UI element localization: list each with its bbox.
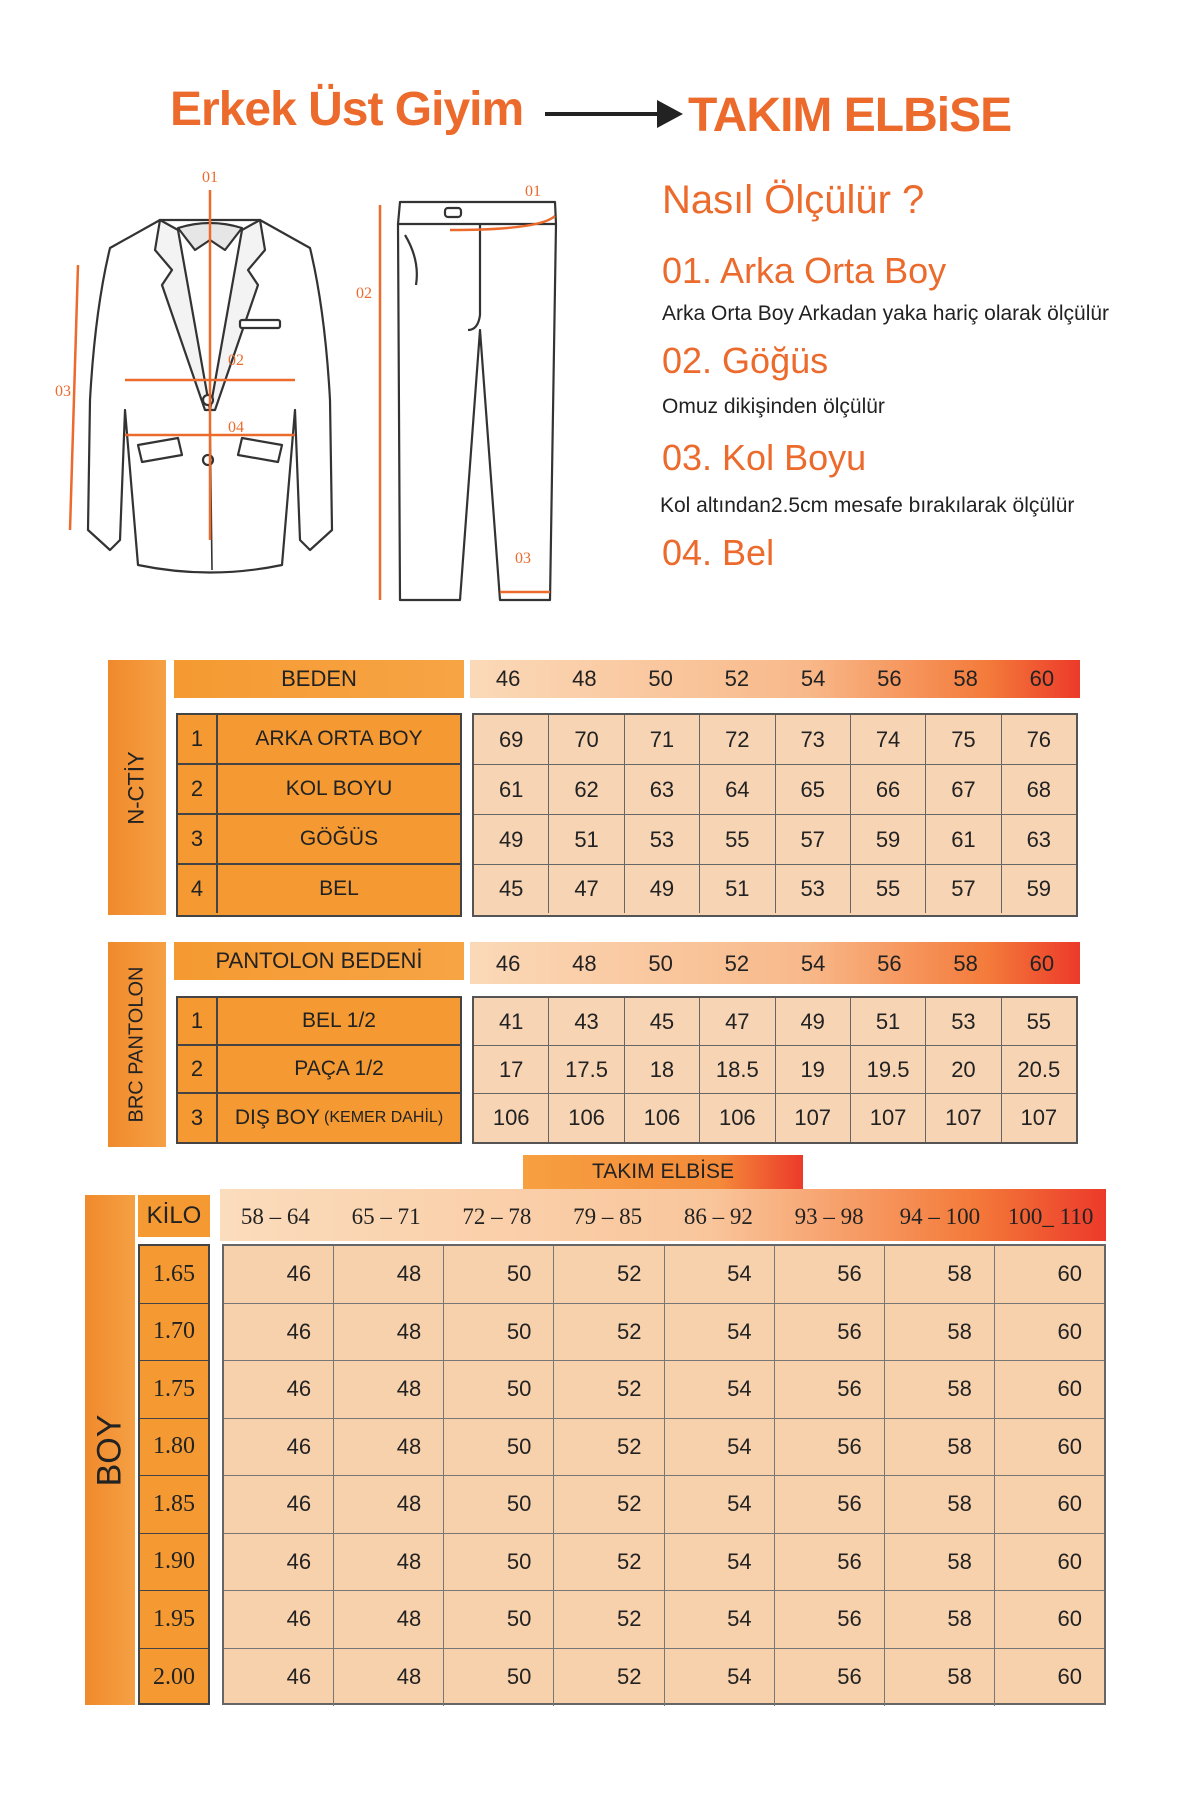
size-cell: 56: [775, 1476, 885, 1533]
size-cell: 46: [224, 1246, 334, 1303]
size-header-cell: 58: [953, 666, 978, 691]
size-cell: 52: [554, 1476, 664, 1533]
table-row: 2 KOL BOYU: [178, 765, 460, 815]
kilo-range-cell: 100_ 110: [1007, 1204, 1094, 1229]
size-cell: 56: [775, 1246, 885, 1303]
size-header-cell: 46: [495, 951, 521, 976]
size-header-cell: 54: [800, 951, 826, 976]
size-header-cell: 48: [572, 666, 597, 691]
beden-header: BEDEN: [174, 660, 464, 698]
size-cell: 60: [1057, 1318, 1082, 1344]
size-cell: 52: [554, 1361, 664, 1418]
size-cell: 60: [1057, 1664, 1082, 1690]
boy-value-cell: 2.00: [153, 1663, 195, 1690]
table-row: 61 62 63 64 65 66 67 68: [474, 765, 1076, 815]
table-row: [224, 1534, 1104, 1592]
table-row: [224, 1419, 1104, 1477]
size-cell: 54: [665, 1476, 775, 1533]
size-cell: 50: [444, 1304, 554, 1361]
pantolon-side-label: BRC PANTOLON: [108, 942, 166, 1147]
ceket-size-header: [470, 660, 1080, 698]
size-cell: 48: [334, 1304, 444, 1361]
boy-axis-label: BOY: [85, 1195, 135, 1705]
jacket-illustration: [50, 170, 360, 600]
table-row: 49 51 53 55 57 59 61 63: [474, 815, 1076, 865]
svg-text:03: 03: [55, 383, 71, 400]
table-row: [224, 1591, 1104, 1649]
svg-text:03: 03: [515, 550, 531, 567]
size-cell: 46: [224, 1649, 334, 1707]
table-row: 2 PAÇA 1/2: [178, 1046, 460, 1094]
size-cell: 54: [665, 1591, 775, 1648]
size-cell: 46: [224, 1361, 334, 1418]
arrow-right-icon: [545, 96, 685, 132]
table-row: [224, 1246, 1104, 1304]
size-header-cell: 60: [1029, 951, 1055, 976]
kilo-range-cell: 65 – 71: [351, 1204, 421, 1229]
table-row: [224, 1304, 1104, 1362]
instruction-heading-3: 03. Kol Boyu: [662, 437, 867, 478]
instruction-desc-2: Omuz dikişinden ölçülür: [662, 395, 885, 418]
size-cell: 58: [885, 1591, 995, 1648]
size-cell: 56: [775, 1649, 885, 1707]
size-cell: 48: [334, 1649, 444, 1707]
kilo-range-cell: 72 – 78: [462, 1204, 532, 1229]
size-cell: 58: [885, 1246, 995, 1303]
size-cell: 50: [444, 1534, 554, 1591]
title-erkek-ust-giyim: Erkek Üst Giyim: [170, 83, 524, 136]
table-row: [224, 1361, 1104, 1419]
pantolon-size-header: [470, 942, 1080, 984]
size-cell: 60: [1057, 1376, 1082, 1402]
size-cell: 48: [334, 1476, 444, 1533]
takim-size-grid: [222, 1244, 1106, 1705]
size-cell: 46: [224, 1534, 334, 1591]
size-cell: 46: [224, 1419, 334, 1476]
instruction-desc-1: Arka Orta Boy Arkadan yaka hariç olarak ölçülür: [662, 302, 1110, 325]
svg-text:04: 04: [228, 419, 244, 436]
size-header-cell: 50: [648, 951, 673, 976]
table-row: 3 DIŞ BOY (KEMER DAHİL): [178, 1094, 460, 1142]
title-takim-elbise: TAKIM ELBiSE: [688, 89, 1012, 142]
size-cell: 46: [224, 1476, 334, 1533]
size-header-cell: 58: [953, 951, 978, 976]
size-cell: 60: [1057, 1548, 1082, 1574]
boy-value-cell: 1.75: [140, 1361, 208, 1419]
kilo-range-cell: 58 – 64: [240, 1204, 310, 1229]
size-header-cell: 52: [724, 951, 750, 976]
size-cell: 60: [1057, 1433, 1082, 1459]
size-cell: 52: [554, 1246, 664, 1303]
size-cell: 52: [554, 1534, 664, 1591]
size-cell: 50: [444, 1649, 554, 1707]
pantolon-bedeni-header: PANTOLON BEDENİ: [174, 942, 464, 980]
size-header-cell: 56: [877, 951, 902, 976]
size-cell: 56: [775, 1534, 885, 1591]
size-cell: 50: [444, 1361, 554, 1418]
boy-values-column: [138, 1244, 210, 1705]
size-cell: 54: [665, 1246, 775, 1303]
size-cell: 54: [665, 1649, 775, 1707]
size-header-cell: 50: [648, 666, 673, 691]
svg-text:01: 01: [525, 183, 541, 200]
table-row: [224, 1476, 1104, 1534]
pantolon-labels: [176, 996, 462, 1144]
ceket-side-label: N-CTİY: [108, 660, 166, 915]
size-header-cell: 46: [495, 666, 521, 691]
boy-value-cell: 1.80: [140, 1419, 208, 1477]
size-header-cell: 54: [800, 666, 826, 691]
size-cell: 60: [1057, 1261, 1082, 1287]
kilo-range-header: [220, 1189, 1106, 1241]
instruction-desc-3: Kol altından2.5cm mesafe bırakılarak ölçülür: [660, 494, 1075, 517]
size-cell: 46: [224, 1304, 334, 1361]
table-row: 106 106 106 106 107 107 107 107: [474, 1094, 1076, 1142]
size-header-cell: 56: [877, 666, 902, 691]
kilo-range-cell: 79 – 85: [573, 1204, 643, 1229]
size-cell: 48: [334, 1361, 444, 1418]
size-cell: 54: [665, 1361, 775, 1418]
size-cell: 52: [554, 1591, 664, 1648]
pants-illustration: [350, 180, 580, 610]
table-row: 45 47 49 51 53 55 57 59: [474, 865, 1076, 913]
size-cell: 58: [885, 1476, 995, 1533]
table-row: 4 BEL: [178, 865, 460, 913]
svg-text:02: 02: [228, 352, 244, 369]
pantolon-values: [472, 996, 1078, 1144]
size-cell: 50: [444, 1476, 554, 1533]
size-cell: 48: [334, 1591, 444, 1648]
instruction-heading-2: 02. Göğüs: [662, 340, 829, 381]
size-cell: 58: [885, 1419, 995, 1476]
size-cell: 56: [775, 1361, 885, 1418]
size-cell: 50: [444, 1246, 554, 1303]
size-cell: 50: [444, 1419, 554, 1476]
size-cell: 58: [885, 1649, 995, 1707]
size-cell: 60: [1057, 1606, 1082, 1632]
size-cell: 52: [554, 1419, 664, 1476]
size-cell: 54: [665, 1304, 775, 1361]
boy-value-cell: 1.70: [140, 1304, 208, 1362]
boy-value-cell: 1.65: [140, 1246, 208, 1304]
ceket-values: [472, 713, 1078, 917]
kilo-axis-label: KİLO: [138, 1195, 210, 1237]
table-row: 1 BEL 1/2: [178, 998, 460, 1046]
kilo-range-cell: 94 – 100: [899, 1204, 981, 1229]
size-cell: 58: [885, 1304, 995, 1361]
boy-value-cell: 1.90: [140, 1534, 208, 1592]
table-row: [224, 1649, 1104, 1707]
table-row: 69 70 71 72 73 74 75 76: [474, 715, 1076, 765]
instruction-heading-4: 04. Bel: [662, 532, 775, 573]
takim-elbise-table-title: TAKIM ELBİSE: [523, 1155, 803, 1189]
size-cell: 58: [885, 1534, 995, 1591]
size-cell: 52: [554, 1304, 664, 1361]
size-cell: 50: [444, 1591, 554, 1648]
svg-text:02: 02: [356, 285, 372, 302]
size-cell: 56: [775, 1304, 885, 1361]
table-row: 41 43 45 47 49 51 53 55: [474, 998, 1076, 1046]
size-cell: 60: [1057, 1491, 1082, 1517]
ceket-labels: [176, 713, 462, 917]
size-cell: 58: [885, 1361, 995, 1418]
kilo-range-cell: 86 – 92: [683, 1204, 753, 1229]
size-cell: 56: [775, 1419, 885, 1476]
table-row: 1 ARKA ORTA BOY: [178, 715, 460, 765]
size-cell: 48: [334, 1246, 444, 1303]
boy-value-cell: 1.95: [140, 1591, 208, 1649]
boy-value-cell: 1.85: [140, 1476, 208, 1534]
size-cell: 54: [665, 1419, 775, 1476]
table-row: 3 GÖĞÜS: [178, 815, 460, 865]
table-row: 17 17.5 18 18.5 19 19.5 20 20.5: [474, 1046, 1076, 1094]
size-header-cell: 60: [1029, 666, 1055, 691]
size-cell: 48: [334, 1419, 444, 1476]
kilo-range-cell: 93 – 98: [794, 1204, 864, 1229]
svg-text:01: 01: [202, 170, 218, 186]
instruction-heading-1: 01. Arka Orta Boy: [662, 250, 947, 291]
size-cell: 54: [665, 1534, 775, 1591]
size-cell: 52: [554, 1649, 664, 1707]
size-header-cell: 52: [724, 666, 750, 691]
how-to-measure-title: Nasıl Ölçülür ?: [662, 178, 925, 222]
size-cell: 46: [224, 1591, 334, 1648]
size-cell: 48: [334, 1534, 444, 1591]
size-header-cell: 48: [572, 951, 597, 976]
size-cell: 56: [775, 1591, 885, 1648]
